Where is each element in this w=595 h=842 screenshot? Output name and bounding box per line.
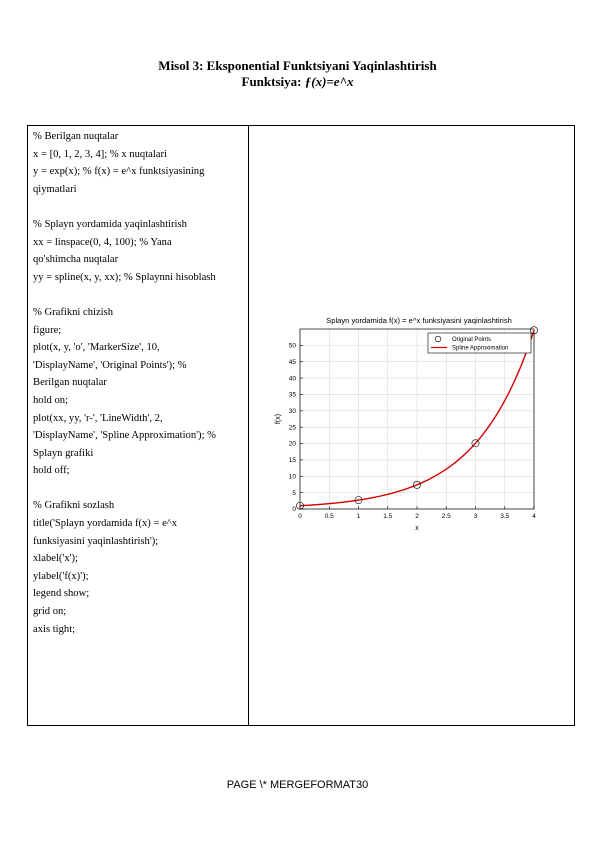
code-line (33, 198, 245, 216)
y-tick-label: 40 (288, 375, 296, 383)
x-tick-label: 1 (356, 513, 361, 520)
x-tick-label: 1.5 (383, 513, 393, 520)
code-line: figure; (33, 324, 62, 336)
y-tick-label: 15 (288, 457, 296, 465)
x-tick-label: 0.5 (324, 513, 334, 520)
code-line: % Splayn yordamida yaqinlashtirish (33, 218, 187, 230)
y-tick-label: 25 (288, 424, 296, 432)
y-tick-label: 30 (288, 408, 296, 416)
y-tick-label: 45 (288, 358, 296, 366)
legend-label-points: Original Points (452, 337, 492, 344)
code-line (33, 480, 245, 498)
code-line: xlabel('x'); (33, 553, 78, 565)
x-axis-label: x (415, 525, 419, 532)
function-heading (0, 74, 595, 90)
code-line: 'DisplayName', 'Original Points'); % (33, 359, 187, 371)
y-tick-label: 20 (288, 440, 296, 448)
code-line: qiymatlari (33, 183, 77, 195)
code-line: Berilgan nuqtalar (33, 377, 107, 389)
spline-plot (248, 313, 550, 535)
x-tick-label: 2 (415, 513, 419, 520)
example-title: Misol 3: Eksponential Funktsiyani Yaqinlashtirish (158, 58, 437, 73)
function-label: Funktsiya: (241, 74, 305, 89)
code-line: yy = spline(x, y, xx); % Splaynni hisoblash (33, 271, 216, 283)
code-line: % Grafikni sozlash (33, 500, 115, 512)
code-line: xx = linspace(0, 4, 100); % Yana (33, 236, 172, 248)
code-line: % Grafikni chizish (33, 306, 114, 318)
x-tick-label: 3.5 (500, 513, 510, 520)
x-tick-label: 0 (298, 513, 302, 520)
y-tick-label: 50 (288, 342, 296, 350)
x-tick-label: 4 (532, 513, 536, 520)
code-line: axis tight; (33, 623, 76, 635)
code-line: qo'shimcha nuqtalar (33, 254, 119, 266)
code-line: 'DisplayName', 'Spline Approximation'); % (33, 430, 216, 442)
code-line: plot(x, y, 'o', 'MarkerSize', 10, (33, 342, 160, 354)
code-line: grid on; (33, 606, 67, 618)
code-line: x = [0, 1, 2, 3, 4]; % x nuqtalari (33, 148, 167, 160)
code-line: hold on; (33, 394, 69, 406)
code-line: % Berilgan nuqtalar (33, 131, 119, 142)
chart-title: Splayn yordamida f(x) = e^x funksiyasini yaqinlashtirish (326, 316, 512, 325)
x-tick-label: 2.5 (441, 513, 451, 520)
y-axis-label: f(x) (275, 413, 282, 425)
y-tick-label: 5 (292, 489, 296, 497)
code-line: legend show; (33, 588, 90, 600)
code-line (33, 286, 245, 304)
code-line: funksiyasini yaqinlashtirish'); (33, 535, 159, 547)
matlab-code-cell (33, 128, 245, 638)
code-line: hold off; (33, 465, 70, 477)
legend-label-spline: Spline Approximation (452, 345, 509, 352)
code-line: ylabel('f(x)'); (33, 570, 89, 582)
code-line: y = exp(x); % f(x) = e^x funktsiyasining (33, 166, 205, 178)
x-tick-label: 3 (473, 513, 478, 520)
y-tick-label: 10 (288, 473, 296, 481)
code-line: title('Splayn yordamida f(x) = e^x (33, 518, 178, 530)
code-line: plot(xx, yy, 'r-', 'LineWidth', 2, (33, 412, 163, 424)
y-tick-label: 0 (292, 506, 296, 514)
code-line: Splayn grafiki (33, 447, 94, 459)
y-tick-label: 35 (288, 391, 296, 399)
function-formula: ƒ(x)=e^x (304, 74, 354, 89)
page-footer: PAGE \* MERGEFORMAT30 (226, 779, 369, 791)
